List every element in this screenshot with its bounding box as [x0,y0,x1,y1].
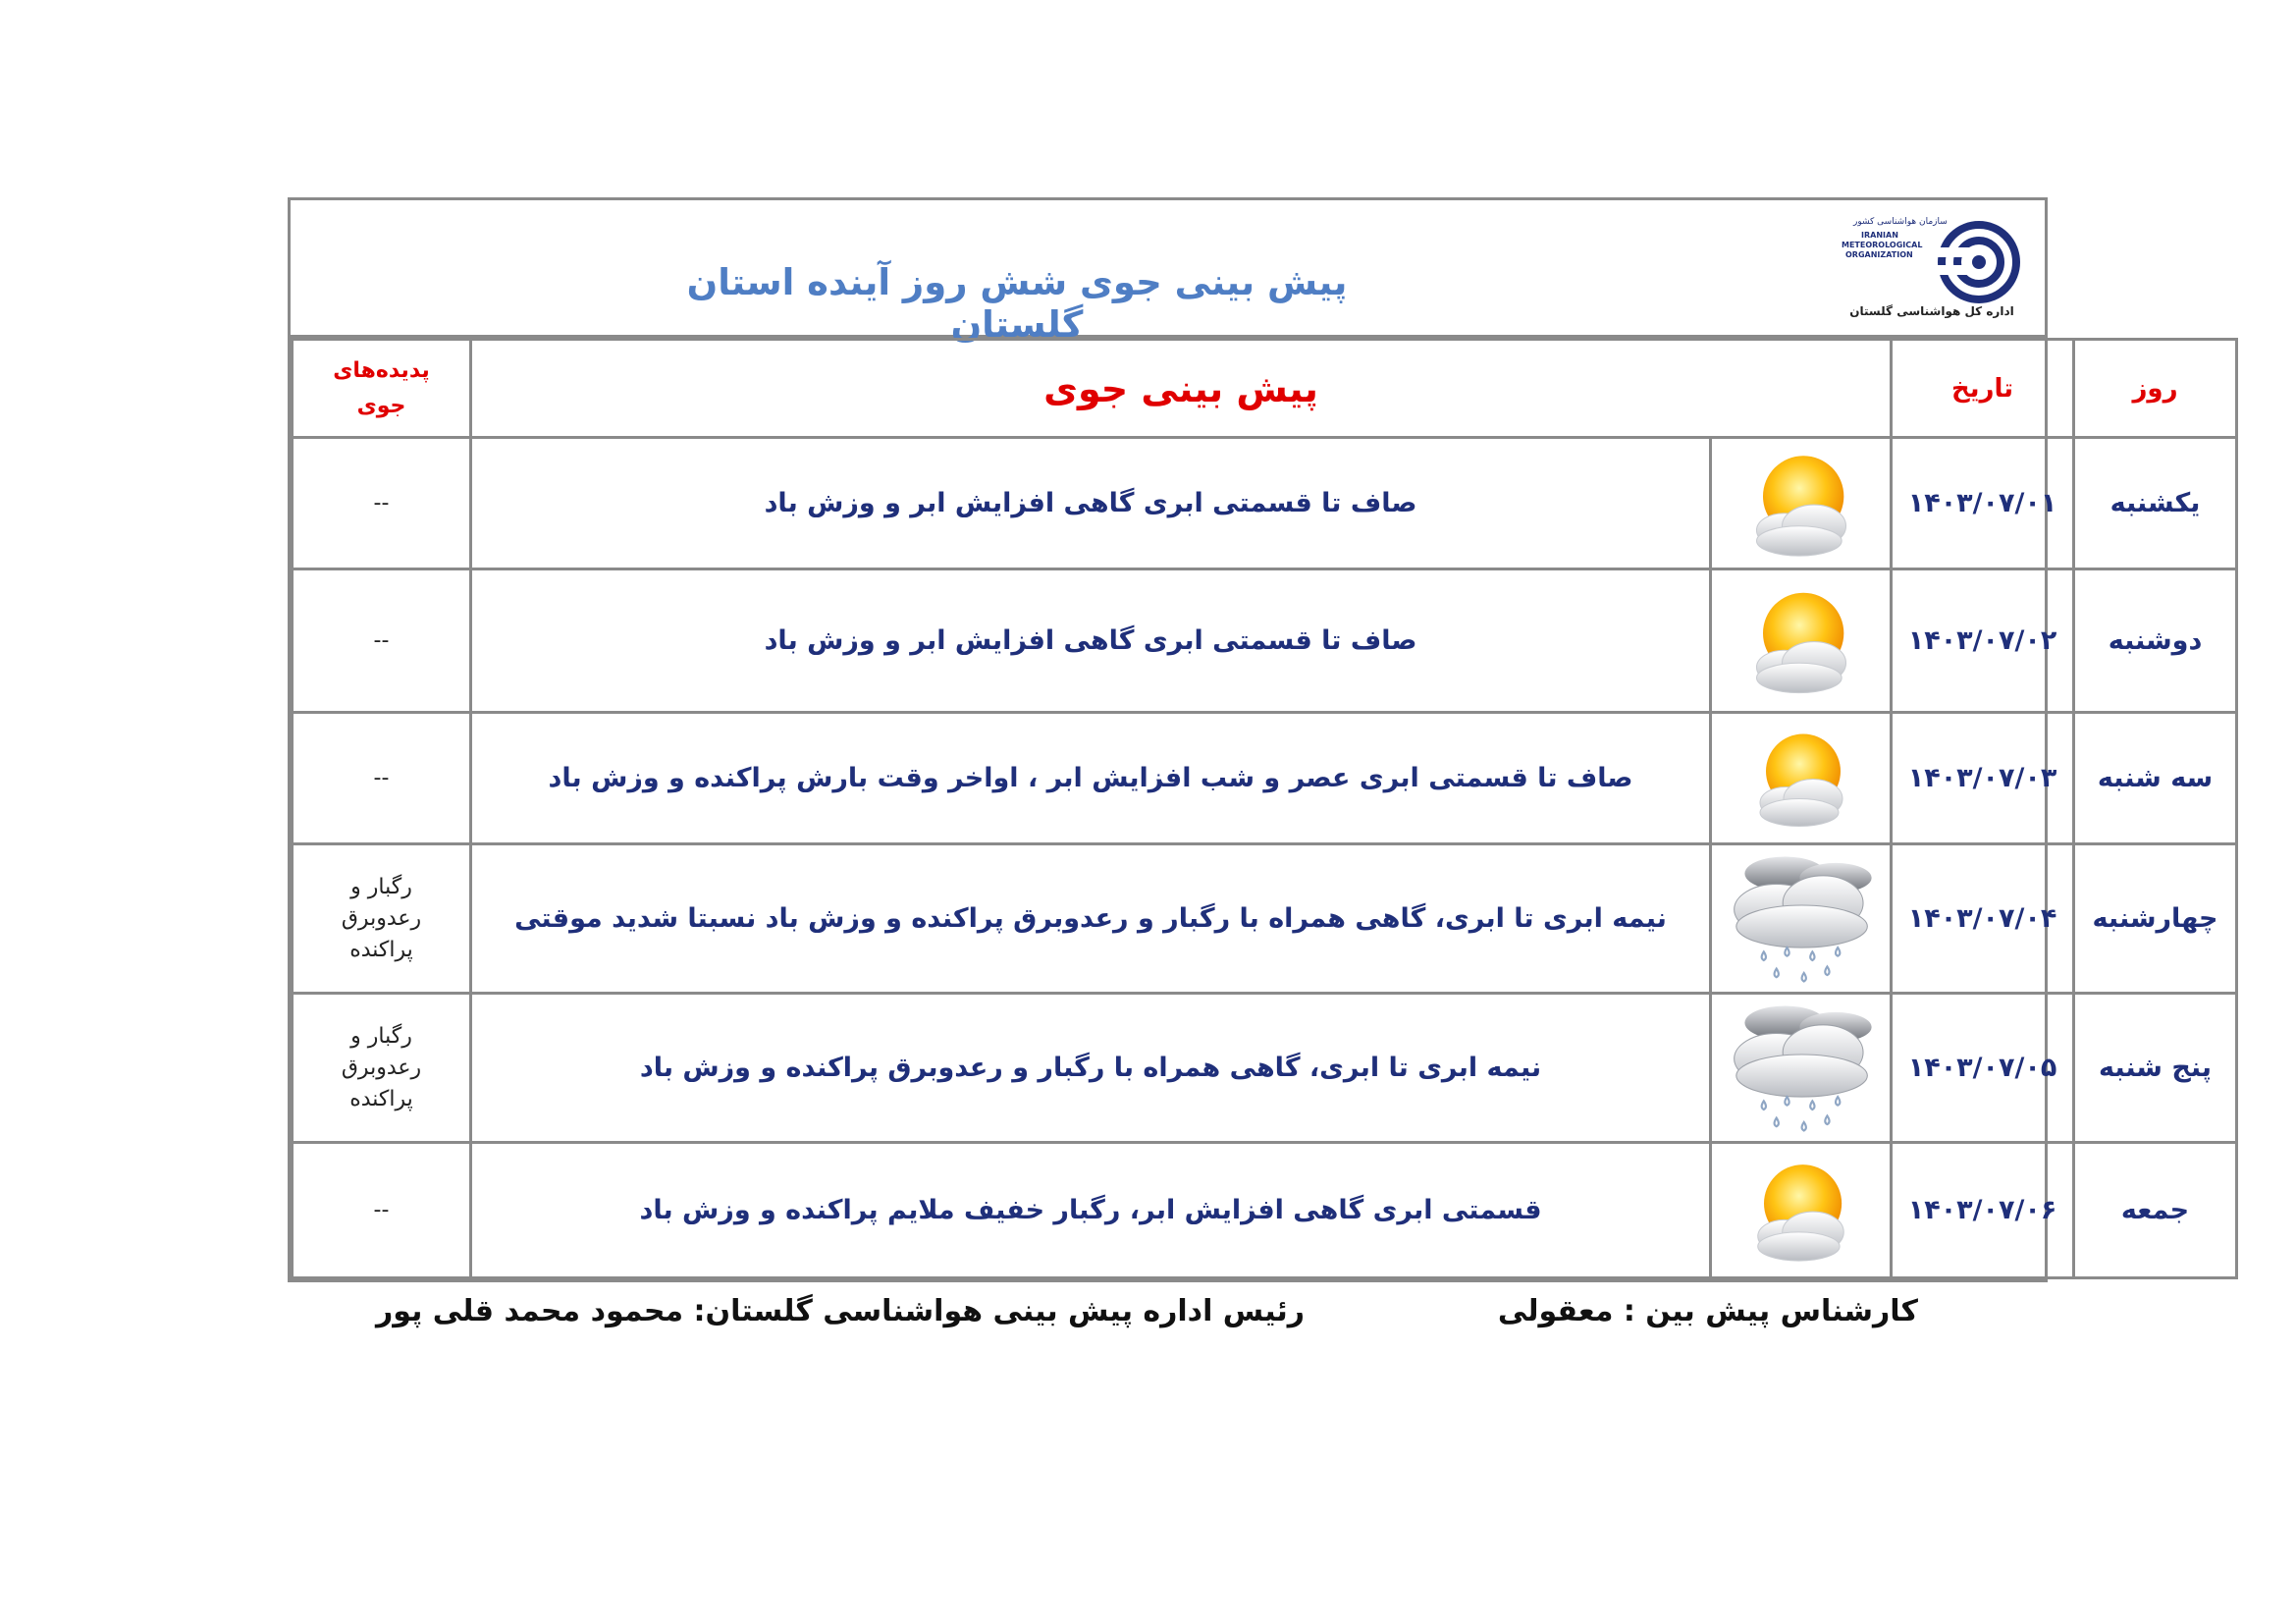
header-forecast: پیش بینی جوی [471,340,1892,438]
day-cell: چهارشنبه [2074,844,2237,994]
forecast-table [291,338,2238,1279]
date-cell: ۱۴۰۳/۰۷/۰۴ [1892,844,2074,994]
weather-icon-cell [1711,1143,1892,1278]
forecast-cell: قسمتی ابری گاهی افزایش ابر، رگبار خفیف ملایم پراکنده و وزش باد [471,1143,1711,1278]
sheet-header [291,200,2045,346]
sun-cloud-icon [1737,579,1865,702]
date-cell: ۱۴۰۳/۰۷/۰۵ [1892,994,2074,1143]
forecast-cell: صاف تا قسمتی ابری عصر و شب افزایش ابر ، اواخر وقت بارش پراکنده و وزش باد [471,713,1711,844]
header-phenomena-line1: پدیده‌های [333,357,430,383]
rain-cloud-icon [1720,1000,1882,1137]
forecaster-signature: کارشناس پیش بین : معقولی [1497,1294,1918,1328]
day-cell: سه شنبه [2074,713,2237,844]
weather-icon-cell [1711,994,1892,1143]
table-row [293,438,2237,569]
forecast-cell: صاف تا قسمتی ابری گاهی افزایش ابر و وزش باد [471,569,1711,713]
forecast-cell: نیمه ابری تا ابری، گاهی همراه با رگبار و رعدوبرق پراکنده و وزش باد نسبتا شدید موقتی [471,844,1711,994]
day-cell: پنج شنبه [2074,994,2237,1143]
date-cell: ۱۴۰۳/۰۷/۰۳ [1892,713,2074,844]
page-title: پیش بینی جوی شش روز آینده استان گلستان [686,261,1348,346]
forecast-sheet [288,197,2218,1282]
chief-signature: رئیس اداره پیش بینی هواشناسی گلستان: محمود محمد قلی پور [376,1294,1305,1328]
date-cell: ۱۴۰۳/۰۷/۰۲ [1892,569,2074,713]
logo-text-en1: IRANIAN [1861,231,1898,240]
table-row [293,713,2237,844]
phenomena-cell: -- [293,713,471,844]
table-row [293,569,2237,713]
sun-cloud-icon [1737,445,1865,563]
header-day: روز [2074,340,2237,438]
phenomena-cell: -- [293,438,471,569]
phenomena-cell: -- [293,1143,471,1278]
rain-cloud-icon [1720,850,1882,988]
header-date: تاریخ [1892,340,2074,438]
phenomena-cell: رگبار و رعدوبرق پراکنده [293,994,471,1143]
table-row [293,1143,2237,1278]
phenomena-cell: رگبار و رعدوبرق پراکنده [293,844,471,994]
weather-icon-cell [1711,844,1892,994]
sun-cloud-icon [1739,1152,1862,1270]
table-row [293,994,2237,1143]
logo-caption: اداره کل هواشناسی گلستان [1849,304,2014,318]
logo-text-top: سازمان هواشناسی کشور [1853,217,1948,227]
weather-icon-cell [1711,438,1892,569]
header-phenomena-line2: جوی [356,393,406,418]
logo-text-en2: METEOROLOGICAL [1842,241,1923,249]
day-cell: یکشنبه [2074,438,2237,569]
weather-icon-cell [1711,713,1892,844]
day-cell: جمعه [2074,1143,2237,1278]
date-cell: ۱۴۰۳/۰۷/۰۶ [1892,1143,2074,1278]
phenomena-cell: -- [293,569,471,713]
table-row [293,844,2237,994]
forecast-cell: صاف تا قسمتی ابری گاهی افزایش ابر و وزش باد [471,438,1711,569]
date-cell: ۱۴۰۳/۰۷/۰۱ [1892,438,2074,569]
sun-cloud-icon [1742,722,1860,835]
forecast-cell: نیمه ابری تا ابری، گاهی همراه با رگبار و رعدوبرق پراکنده و وزش باد [471,994,1711,1143]
day-cell: دوشنبه [2074,569,2237,713]
table-header-row [293,340,2237,438]
logo-text-en3: ORGANIZATION [1845,250,1913,259]
weather-icon-cell [1711,569,1892,713]
header-phenomena [293,340,471,438]
